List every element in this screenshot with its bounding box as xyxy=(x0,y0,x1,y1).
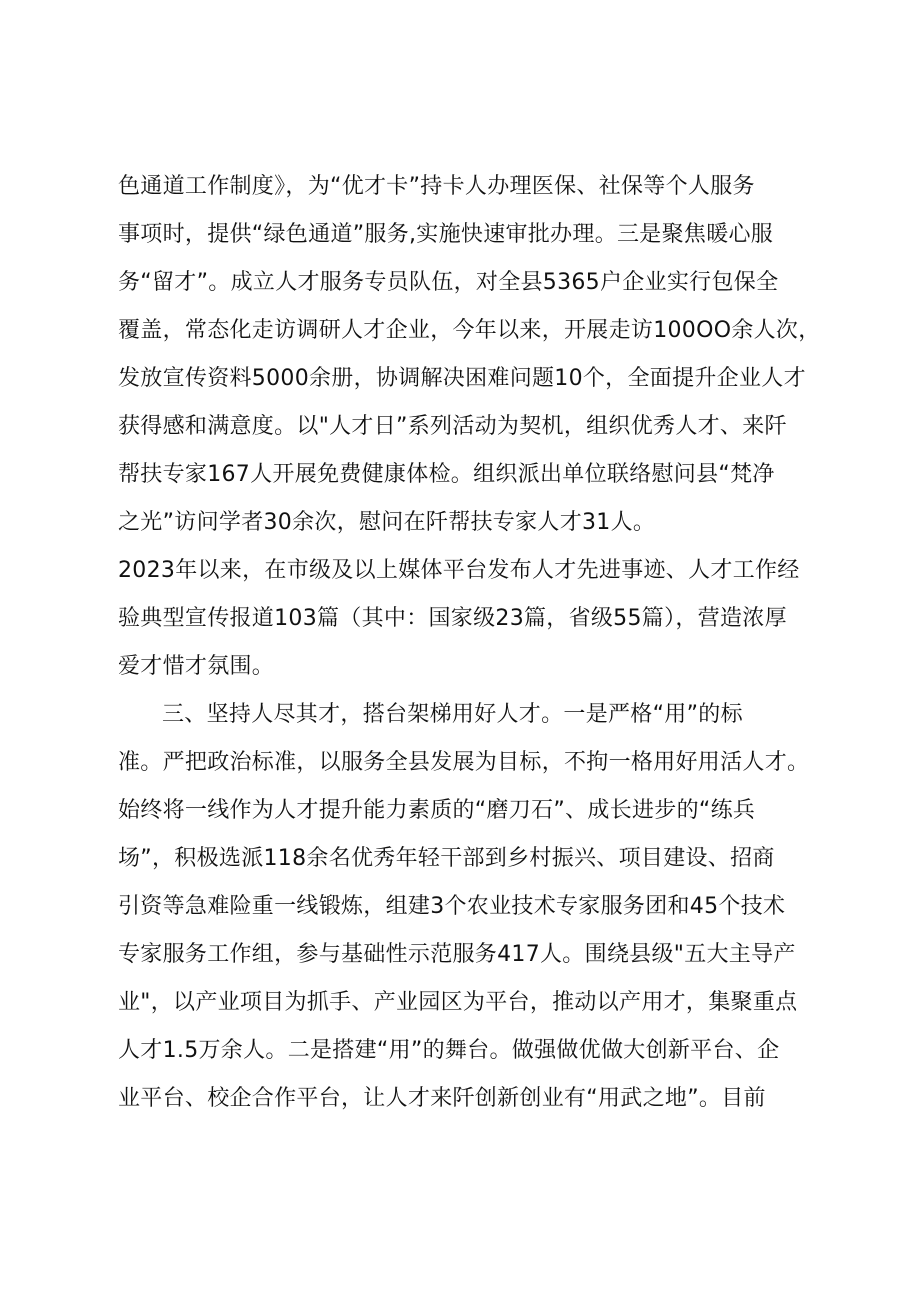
text-line-7: 帮扶专家167人开展免费健康体检。组织派出单位联络慰问县“梵净 xyxy=(118,462,775,487)
text-line-4: 覆盖，常态化走访调研人才企业，今年以来，开展走访100OO余人次， xyxy=(118,318,821,343)
text-line-1: 色通道工作制度》，为“优才卡”持卡人办理医保、社保等个人服务 xyxy=(118,174,755,199)
text-line-6: 获得感和满意度。以"人才日”系列活动为契机，组织优秀人才、来阡 xyxy=(118,414,787,439)
text-line-11: 爱才惜才氛围。 xyxy=(118,654,275,679)
text-line-19: 人才1.5万余人。二是搭建“用”的舞台。做强做优做大创新平台、企 xyxy=(118,1038,780,1063)
text-line-12: 三、坚持人尽其才，搭台架梯用好人才。一是严格“用”的标 xyxy=(162,702,743,727)
text-line-13: 准。严把政治标准，以服务全县发展为目标，不拘一格用好用活人才。 xyxy=(118,750,810,775)
text-line-17: 专家服务工作组，参与基础性示范服务417人。围绕县级"五大主导产 xyxy=(118,942,796,967)
text-line-9: 2023年以来，在市级及以上媒体平台发布人才先进事迹、人才工作经 xyxy=(118,558,800,583)
text-line-10: 验典型宣传报道103篇（其中：国家级23篇，省级55篇），营造浓厚 xyxy=(118,606,787,631)
text-line-3: 务“留才”。成立人才服务专员队伍，对全县5365户企业实行包保全 xyxy=(118,270,779,295)
text-line-5: 发放宣传资料5000余册，协调解决困难问题10个，全面提升企业人才 xyxy=(118,366,806,391)
text-line-15: 场”，积极选派118余名优秀年轻干部到乡村振兴、项目建设、招商 xyxy=(118,846,775,871)
text-line-16: 引资等急难险重一线锻炼，组建3个农业技术专家服务团和45个技术 xyxy=(118,894,786,919)
text-line-14: 始终将一线作为人才提升能力素质的“磨刀石”、成长进步的“练兵 xyxy=(118,798,756,823)
text-line-8: 之光”访问学者30余次，慰问在阡帮扶专家人才31人。 xyxy=(118,510,656,535)
text-line-20: 业平台、校企合作平台，让人才来阡创新创业有“用武之地”。目前 xyxy=(118,1086,766,1111)
text-line-18: 业"，以产业项目为抓手、产业园区为平台，推动以产用才，集聚重点 xyxy=(118,990,798,1015)
text-line-2: 事项时，提供“绿色通道”服务,实施快速审批办理。三是聚焦暖心服 xyxy=(118,222,774,247)
